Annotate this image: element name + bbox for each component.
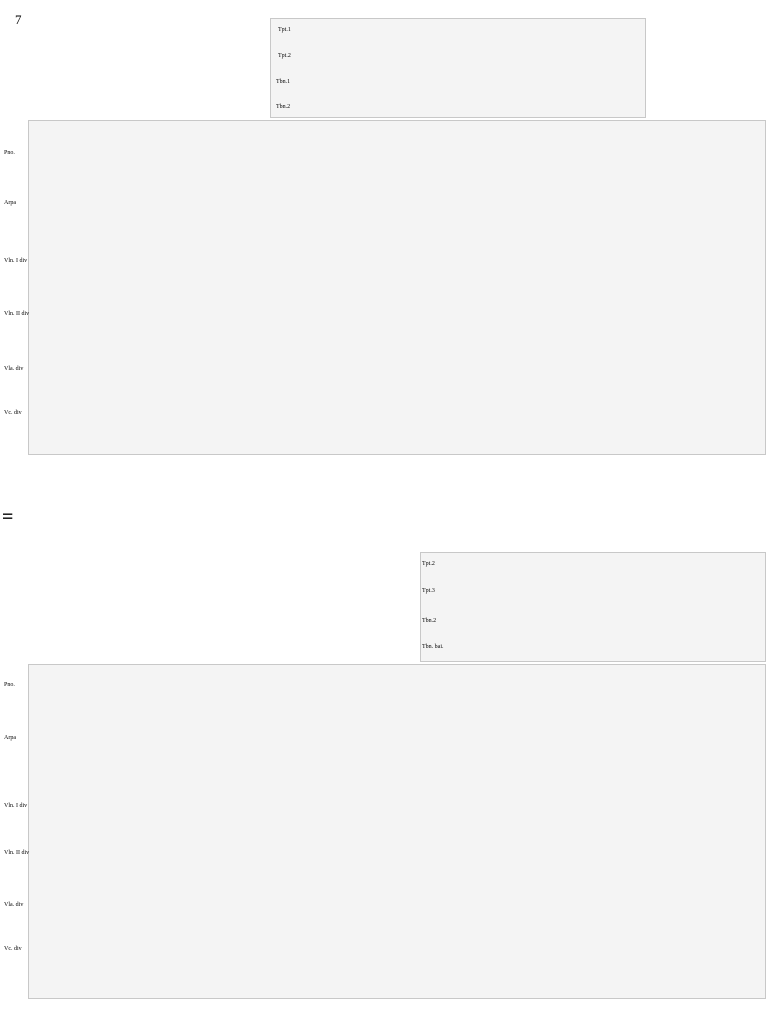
brass-label-1: Tpt.1 [278,27,291,33]
system2-label-4: Vln. II div [4,850,30,856]
page-number: 7 [15,12,22,27]
system1-label-2: Arpa [4,200,16,206]
system2-brass-label-4: Tbn. bai. [422,644,444,650]
system2-brass-label-1: Tpt.2 [422,561,435,567]
score-placeholder-1 [28,120,766,455]
system1-label-6: Vc. div [4,410,22,416]
system-break: = [2,506,11,528]
brass-label-4: Tbn.2 [276,104,291,110]
system2-label-5: Vla. div [4,902,24,908]
system1-label-5: Vla. div [4,366,24,372]
system1-label-1: Pno. [4,150,15,156]
system2-label-3: Vln. I div [4,803,28,809]
brass-score-placeholder-2 [420,552,766,662]
system1-label-3: Vln. I div [4,258,28,264]
system2-brass-label-2: Tpt.3 [422,588,435,594]
system2-brass-label-3: Tbn.2 [422,618,437,624]
score-placeholder-2 [28,664,766,999]
system1-label-4: Vln. II div [4,311,30,317]
brass-label-2: Tpt.2 [278,53,291,59]
brass-score-placeholder [270,18,646,118]
brass-label-3: Tbn.1 [276,79,291,85]
system2-label-6: Vc. div [4,946,22,952]
system2-label-1: Pno. [4,682,15,688]
system2-label-2: Arpa [4,735,16,741]
